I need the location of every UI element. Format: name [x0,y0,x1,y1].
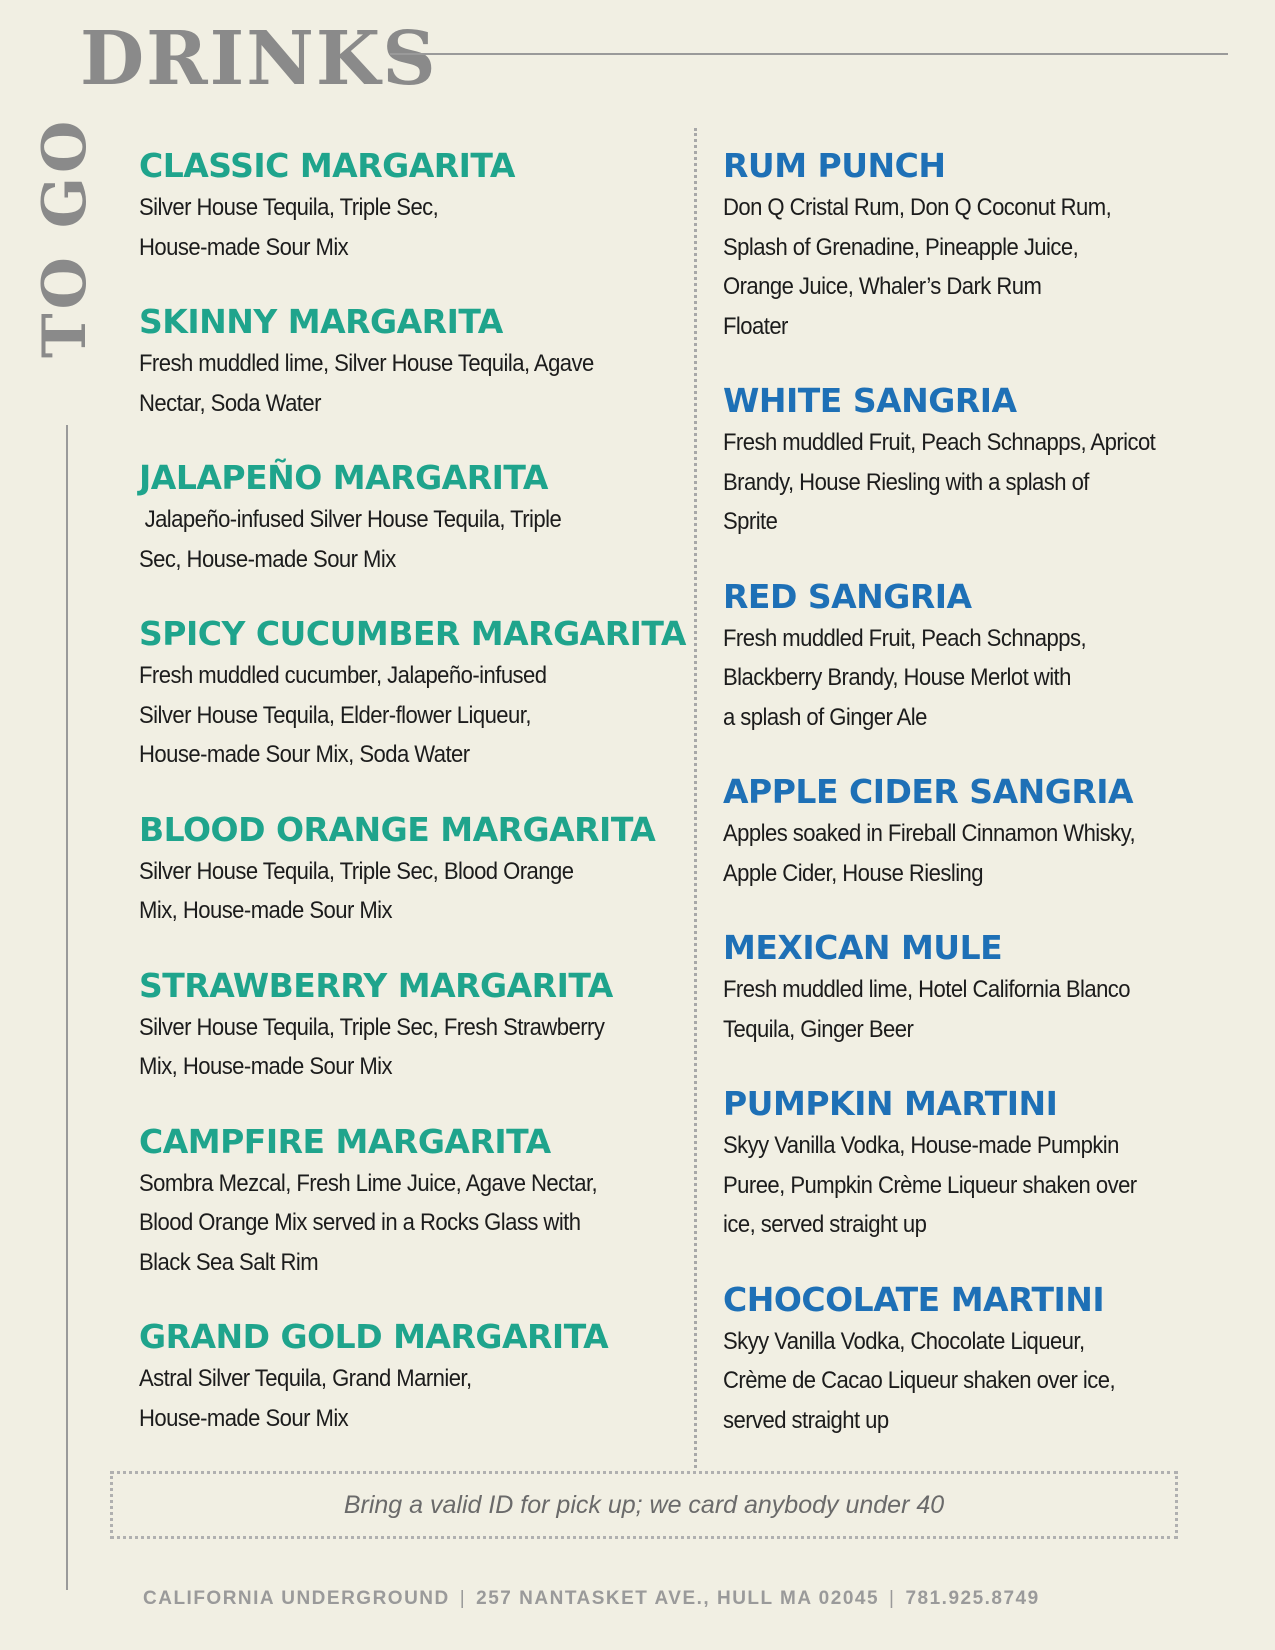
menu-item-name: BLOOD ORANGE MARGARITA [139,809,656,849]
menu-item-campfire-margarita [139,1120,699,1283]
menu-item-description-line: Apple Cider, House Riesling [723,859,984,887]
menu-item-name: APPLE CIDER SANGRIA [723,772,1134,811]
menu-item-description-line: ice, served straight up [723,1211,927,1238]
menu-item-name: RUM PUNCH [723,146,946,185]
footer-restaurant-name: CALIFORNIA UNDERGROUND [143,1588,450,1609]
menu-item-description-line: a splash of Ginger Ale [723,703,927,731]
menu-item-description-line: Apples soaked in Fireball Cinnamon Whisky, [723,820,1136,847]
menu-item-name: CHOCOLATE MARTINI [723,1279,1105,1319]
footer-separator: | [459,1588,467,1609]
side-rule [66,425,68,1590]
to-go-label: TO GO [30,116,100,358]
menu-item-description-line: Black Sea Salt Rim [139,1248,319,1276]
menu-item-name: JALAPEÑO MARGARITA [139,458,548,497]
menu-item-description-line: Silver House Tequila, Elder-flower Liqueur, [139,701,531,729]
title-rule [390,53,1228,55]
menu-item-name: GRAND GOLD MARGARITA [139,1317,609,1356]
menu-item-name: PUMPKIN MARTINI [723,1084,1058,1123]
menu-item-description-line: served straight up [723,1406,889,1434]
menu-item-description-line: Fresh muddled Fruit, Peach Schnapps, Apricot [723,429,1156,456]
menu-item-description-line: Crème de Cacao Liqueur shaken over ice, [723,1367,1116,1394]
footer-address: 257 NANTASKET AVE., HULL MA 02045 [476,1588,880,1609]
menu-item-description-line: Astral Silver Tequila, Grand Marnier, [139,1365,472,1392]
menu-item-description-line: Silver House Tequila, Triple Sec, Blood Orange [139,857,574,885]
menu-item-blood-orange-margarita [139,808,699,931]
menu-item-description-line: Floater [723,312,788,340]
page-title: DRINKS [80,16,438,102]
menu-item-description-line: Puree, Pumpkin Crème Liqueur shaken over [723,1171,1137,1199]
menu-item-spicy-cucumber-margarita [139,612,699,775]
menu-item-mexican-mule [723,926,1223,1049]
id-notice: Bring a valid ID for pick up; we card anybody under 40 [110,1471,1178,1539]
menu-item-name: CLASSIC MARGARITA [139,146,515,185]
menu-item-classic-margarita [139,144,699,267]
footer-separator: | [889,1588,896,1609]
menu-item-description-line: House-made Sour Mix [139,1404,349,1432]
menu-item-description-line: Tequila, Ginger Beer [723,1015,914,1043]
menu-item-description-line: Blackberry Brandy, House Merlot with [723,664,1071,691]
menu-item-description-line: Fresh muddled lime, Hotel California Blanco [723,976,1131,1003]
menu-item-description-line: Fresh muddled Fruit, Peach Schnapps, [723,624,1087,652]
menu-item-description-line: Sprite [723,508,778,535]
menu-item-description-line: House-made Sour Mix, Soda Water [139,741,470,768]
menu-item-description-line: House-made Sour Mix [139,233,349,261]
menu-item-name: SKINNY MARGARITA [139,302,503,341]
menu-item-description-line: Don Q Cristal Rum, Don Q Coconut Rum, [723,194,1112,221]
menu-item-description-line: Fresh muddled lime, Silver House Tequila, Agave [139,350,594,377]
menu-column-left [139,144,699,1438]
menu-item-description-line: Brandy, House Riesling with a splash of [723,468,1089,496]
footer [143,1588,1040,1610]
menu-item-name: MEXICAN MULE [723,928,1003,967]
menu-item-name: STRAWBERRY MARGARITA [139,965,613,1005]
menu-item-rum-punch [723,144,1223,346]
menu-item-name: SPICY CUCUMBER MARGARITA [139,614,686,653]
menu-item-name: WHITE SANGRIA [723,381,1017,420]
menu-item-chocolate-martini [723,1278,1223,1441]
menu-item-skinny-margarita [139,300,699,423]
menu-item-red-sangria [723,575,1223,738]
menu-item-white-sangria [723,379,1223,542]
menu-item-description-line: Mix, House-made Sour Mix [139,1053,393,1080]
menu-item-pumpkin-martini [723,1082,1223,1245]
menu-item-jalapeno-margarita [139,456,699,579]
menu-column-right [723,144,1223,1440]
menu-item-description-line: Sec, House-made Sour Mix [139,545,396,573]
menu-item-grand-gold-margarita [139,1315,699,1438]
menu-item-description-line: Fresh muddled cucumber, Jalapeño-infused [139,662,547,689]
menu-item-strawberry-margarita [139,964,699,1087]
menu-item-apple-cider-sangria [723,770,1223,893]
menu-item-description-line: Silver House Tequila, Triple Sec, Fresh Strawberry [139,1013,605,1041]
menu-item-description-line: Nectar, Soda Water [139,389,321,417]
menu-item-description-line: Mix, House-made Sour Mix [139,897,393,924]
menu-item-description-line: Skyy Vanilla Vodka, House-made Pumpkin [723,1132,1119,1159]
menu-item-name: CAMPFIRE MARGARITA [139,1121,551,1161]
menu-item-description-line: Orange Juice, Whaler’s Dark Rum [723,273,1042,300]
menu-item-description-line: Skyy Vanilla Vodka, Chocolate Liqueur, [723,1327,1085,1355]
menu-item-description-line: Splash of Grenadine, Pineapple Juice, [723,233,1079,261]
menu-item-description-line: Silver House Tequila, Triple Sec, [139,194,439,221]
menu-item-description-line: Jalapeño-infused Silver House Tequila, Triple [139,506,562,533]
footer-phone: 781.925.8749 [905,1588,1040,1609]
menu-item-description-line: Sombra Mezcal, Fresh Lime Juice, Agave Nectar, [139,1169,598,1197]
menu-item-name: RED SANGRIA [723,576,972,616]
menu-item-description-line: Blood Orange Mix served in a Rocks Glass with [139,1209,581,1236]
